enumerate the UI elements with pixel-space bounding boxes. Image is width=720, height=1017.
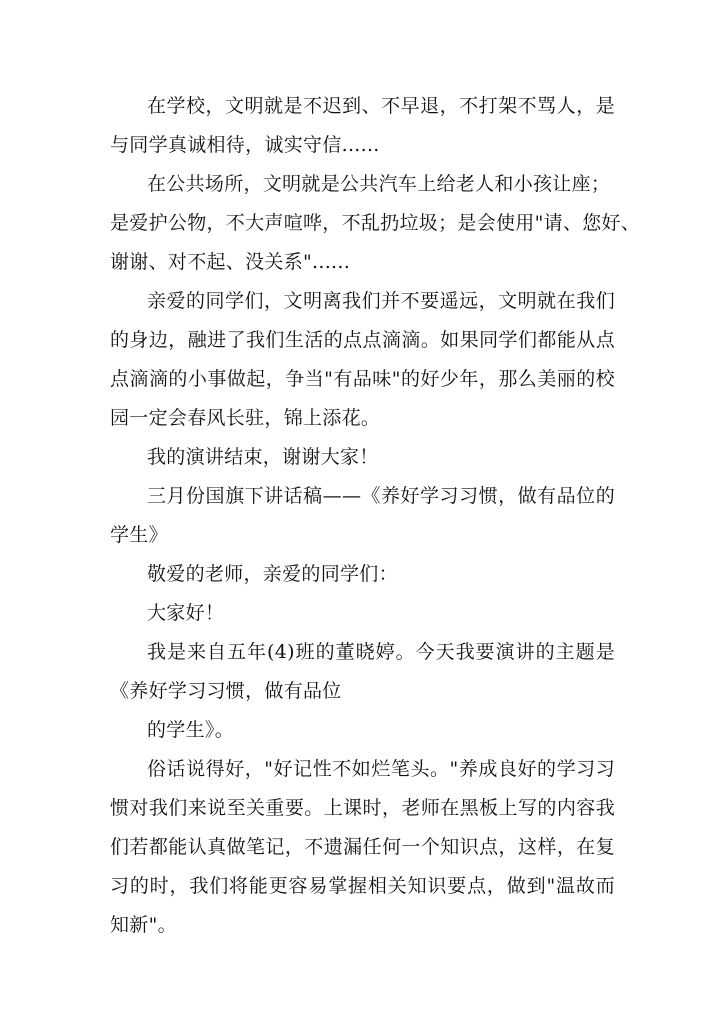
paragraph-line: 谢谢、对不起、没关系"...... (110, 251, 351, 273)
paragraph-line: 《养好学习习惯，做有品位 (110, 680, 342, 702)
paragraph-line: 我是来自五年(4)班的董晓婷。今天我要演讲的主题是 (147, 641, 615, 663)
paragraph-line: 的身边，融进了我们生活的点点滴滴。如果同学们都能从点 (110, 329, 615, 351)
paragraph-line: 亲爱的同学们，文明离我们并不要遥远，文明就在我们 (147, 290, 615, 312)
paragraph-line: 习的时，我们将能更容易掌握相关知识要点，做到"温故而 (110, 875, 615, 897)
paragraph-line: 俗话说得好，"好记性不如烂笔头。"养成良好的学习习 (147, 758, 615, 780)
paragraph-line: 惯对我们来说至关重要。上课时，老师在黑板上写的内容我 (110, 797, 615, 819)
paragraph-line: 与同学真诚相待，诚实守信...... (110, 134, 380, 156)
paragraph-line: 三月份国旗下讲话稿——《养好学习习惯，做有品位的 (147, 485, 615, 507)
paragraph-line: 的学生》。 (147, 719, 235, 741)
paragraph-line: 园一定会春风长驻，锦上添花。 (110, 407, 381, 429)
paragraph-line: 敬爱的老师，亲爱的同学们： (147, 563, 398, 585)
paragraph-line: 我的演讲结束，谢谢大家！ (147, 446, 379, 468)
paragraph-line: 学生》 (110, 524, 168, 546)
paragraph-line: 点滴滴的小事做起，争当"有品味"的好少年，那么美丽的校 (110, 368, 615, 390)
paragraph-line: 大家好！ (147, 602, 225, 624)
paragraph-line: 在公共场所，文明就是公共汽车上给老人和小孩让座； (147, 173, 611, 195)
paragraph-line: 是爱护公物，不大声喧哗，不乱扔垃圾；是会使用"请、您好、 (110, 212, 641, 234)
paragraph-line: 知新"。 (110, 914, 177, 936)
paragraph-line: 们若都能认真做笔记，不遗漏任何一个知识点，这样，在复 (110, 836, 615, 858)
paragraph-line: 在学校，文明就是不迟到、不早退，不打架不骂人，是 (147, 95, 615, 117)
